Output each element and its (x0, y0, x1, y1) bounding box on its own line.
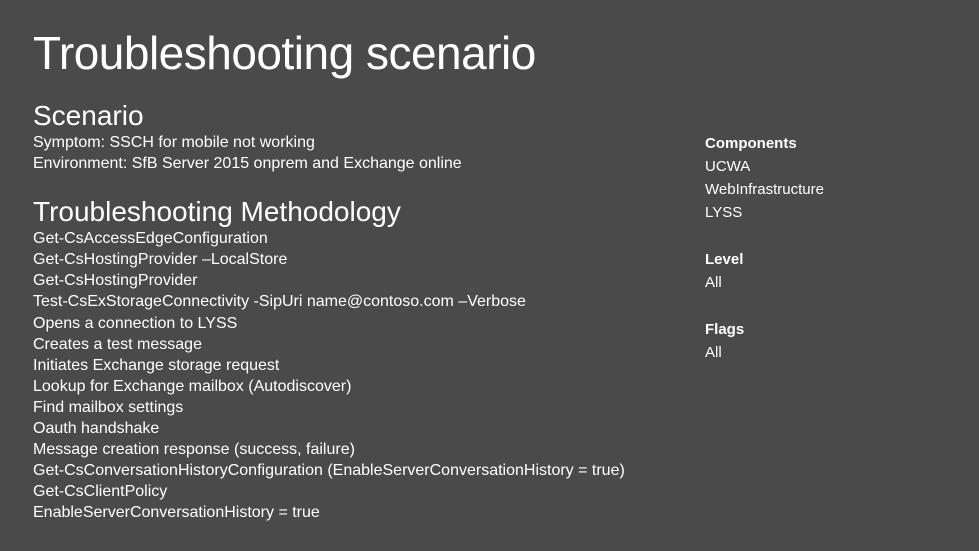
flags-heading: Flags (705, 321, 745, 338)
methodology-step: Get-CsHostingProvider –LocalStore (33, 251, 288, 269)
symptom-line: Symptom: SSCH for mobile not working (33, 134, 315, 151)
methodology-step: Message creation response (success, failure) (33, 441, 355, 459)
methodology-step: Creates a test message (33, 335, 202, 353)
methodology-step: EnableServerConversationHistory = true (33, 504, 320, 522)
flags-group (705, 318, 965, 364)
scenario-lines (33, 132, 673, 174)
methodology-step: Get-CsConversationHistoryConfiguration (EnableServerConversationHistory = true) (33, 462, 625, 480)
methodology-heading: Troubleshooting Methodology (33, 196, 401, 228)
slide-title: Troubleshooting scenario (33, 27, 536, 79)
methodology-step: Get-CsClientPolicy (33, 483, 168, 501)
sidebar-panel (705, 132, 965, 364)
scenario-heading: Scenario (33, 100, 144, 131)
methodology-step: Get-CsHostingProvider (33, 272, 198, 290)
methodology-step: Lookup for Exchange mailbox (Autodiscover) (33, 377, 352, 395)
methodology-section (33, 196, 673, 523)
methodology-step: Opens a connection to LYSS (33, 314, 238, 332)
methodology-step: Find mailbox settings (33, 398, 184, 416)
scenario-section (33, 100, 673, 174)
methodology-step: Test-CsExStorageConnectivity -SipUri name@contoso.com –Verbose (33, 293, 526, 311)
methodology-step: Get-CsAccessEdgeConfiguration (33, 230, 268, 248)
main-content (33, 100, 673, 524)
flags-value: All (705, 344, 722, 361)
methodology-steps (33, 228, 673, 523)
methodology-step: Oauth handshake (33, 420, 160, 438)
component-value: UCWA (705, 158, 751, 175)
level-value: All (705, 274, 722, 291)
level-group (705, 248, 965, 294)
components-heading: Components (705, 135, 797, 152)
component-value: LYSS (705, 204, 743, 221)
level-heading: Level (705, 251, 744, 268)
components-group (705, 132, 965, 224)
methodology-step: Initiates Exchange storage request (33, 356, 280, 374)
component-value: WebInfrastructure (705, 181, 824, 198)
environment-line: Environment: SfB Server 2015 onprem and Exchange online (33, 155, 462, 173)
